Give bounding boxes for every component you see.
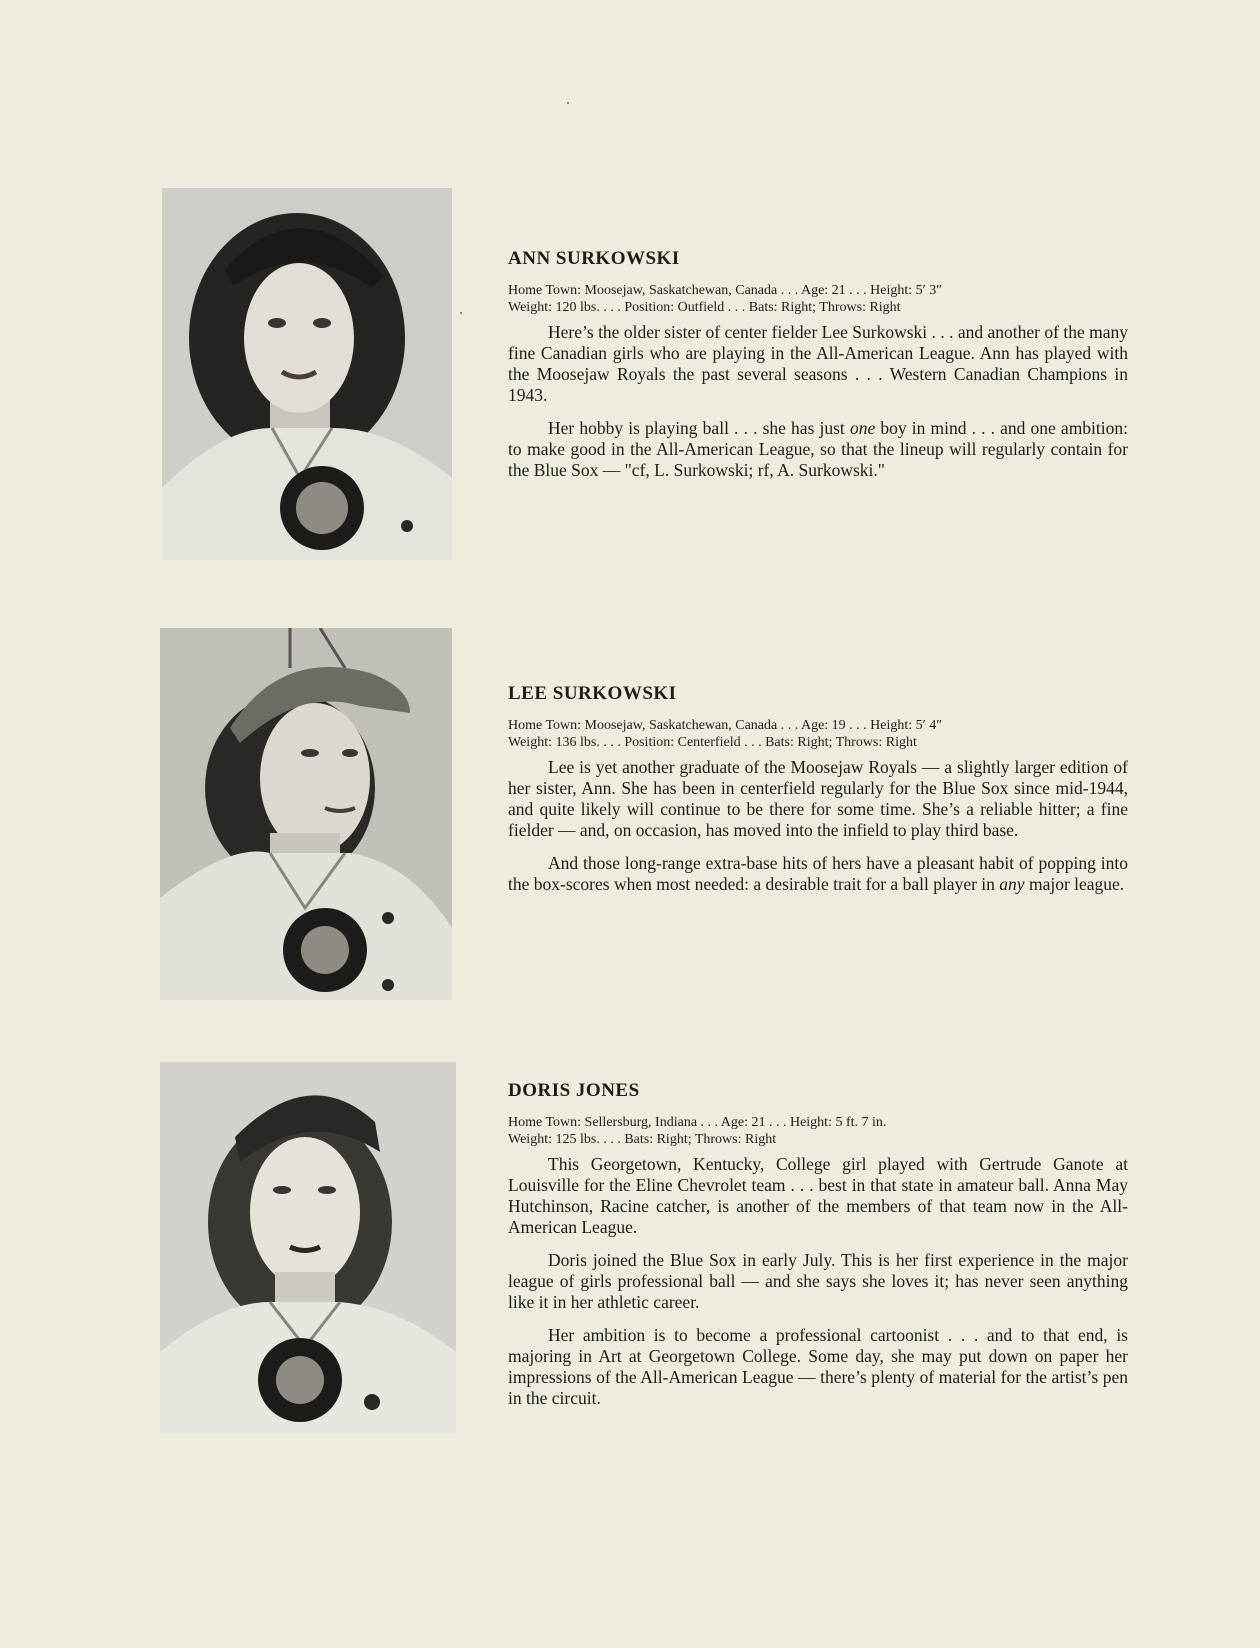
stats-line-2: Weight: 125 lbs. . . . Bats: Right; Throws: Right — [508, 1132, 777, 1147]
bio-text: Her hobby is playing ball . . . she has just — [548, 418, 850, 438]
stats-line-1: Home Town: Moosejaw, Saskatchewan, Canada . . . Age: 19 . . . Height: 5′ 4″ — [508, 718, 943, 733]
bio-paragraph: Here’s the older sister of center fielder Lee Surkowski . . . and another of the many fine Canadian girls who are playing in the All-American League. Ann has played with the Moosejaw Royals the past several seasons . . . Western Canadian Champions in 1943. — [508, 322, 1128, 405]
player-stats — [508, 1114, 1128, 1148]
player-name: LEE SURKOWSKI — [508, 683, 677, 704]
bio-emphasis: one — [849, 418, 876, 438]
player-bio-ann-surkowski — [508, 248, 1128, 493]
bio-text: boy in mind . . . and one ambition: to make good in the All-American League, so that the lineup will regularly contain for the Blue Sox — "cf, L. Surkowski; rf, A. Surkowski." — [508, 418, 1129, 480]
ink-speck — [460, 312, 462, 314]
bio-paragraph: Lee is yet another graduate of the Moosejaw Royals — a slightly larger edition of her sister, Ann. She has been in centerfield regularly for the Blue Sox since mid-1944, and quite likely will continue to be there for some time. She’s a reliable hitter; a fine fielder — and, on occasion, has moved into the infield to play third base. — [508, 757, 1128, 840]
portrait-image — [162, 188, 452, 560]
player-photo-lee-surkowski — [160, 628, 452, 1000]
portrait-image — [160, 628, 452, 1000]
bio-paragraph — [508, 853, 1128, 895]
bio-emphasis: any — [999, 874, 1025, 894]
bio-text: major league. — [1024, 874, 1125, 894]
player-name: ANN SURKOWSKI — [508, 248, 680, 269]
player-stats — [508, 717, 1128, 751]
player-photo-doris-jones — [160, 1062, 456, 1434]
portrait-image — [160, 1062, 456, 1434]
stats-line-1: Home Town: Sellersburg, Indiana . . . Age: 21 . . . Height: 5 ft. 7 in. — [508, 1115, 887, 1130]
bio-text: And those long-range extra-base hits of hers have a pleasant habit of popping into the box-scores when most needed: a desirable trait for a ball player in — [508, 853, 1128, 894]
bio-paragraph: Doris joined the Blue Sox in early July. This is her first experience in the major league of girls professional ball — and she says she loves it; has never seen anything like it in her athletic career. — [508, 1250, 1128, 1312]
bio-paragraph — [508, 418, 1128, 481]
player-bio-lee-surkowski — [508, 683, 1128, 907]
player-stats — [508, 282, 1128, 316]
bio-paragraph: Her ambition is to become a professional cartoonist . . . and to that end, is majoring in Art at Georgetown College. Some day, she may put down on paper her impressions of the All-American League — there’s plenty of material for the artist’s pen in the circuit. — [508, 1325, 1128, 1408]
stats-line-2: Weight: 120 lbs. . . . Position: Outfield . . . Bats: Right; Throws: Right — [508, 300, 901, 315]
stats-line-2: Weight: 136 lbs. . . . Position: Centerfield . . . Bats: Right; Throws: Right — [508, 735, 917, 750]
player-name: DORIS JONES — [508, 1080, 640, 1101]
stats-line-1: Home Town: Moosejaw, Saskatchewan, Canada . . . Age: 21 . . . Height: 5′ 3″ — [508, 283, 943, 298]
bio-paragraph: This Georgetown, Kentucky, College girl played with Gertrude Ganote at Louisville for the Eline Chevrolet team . . . best in that state in amateur ball. Anna May Hutchinson, Racine catcher, is another of the members of that team now in the All-American League. — [508, 1154, 1128, 1237]
player-bio-doris-jones — [508, 1080, 1128, 1421]
player-photo-ann-surkowski — [162, 188, 452, 560]
ink-speck — [567, 102, 569, 104]
